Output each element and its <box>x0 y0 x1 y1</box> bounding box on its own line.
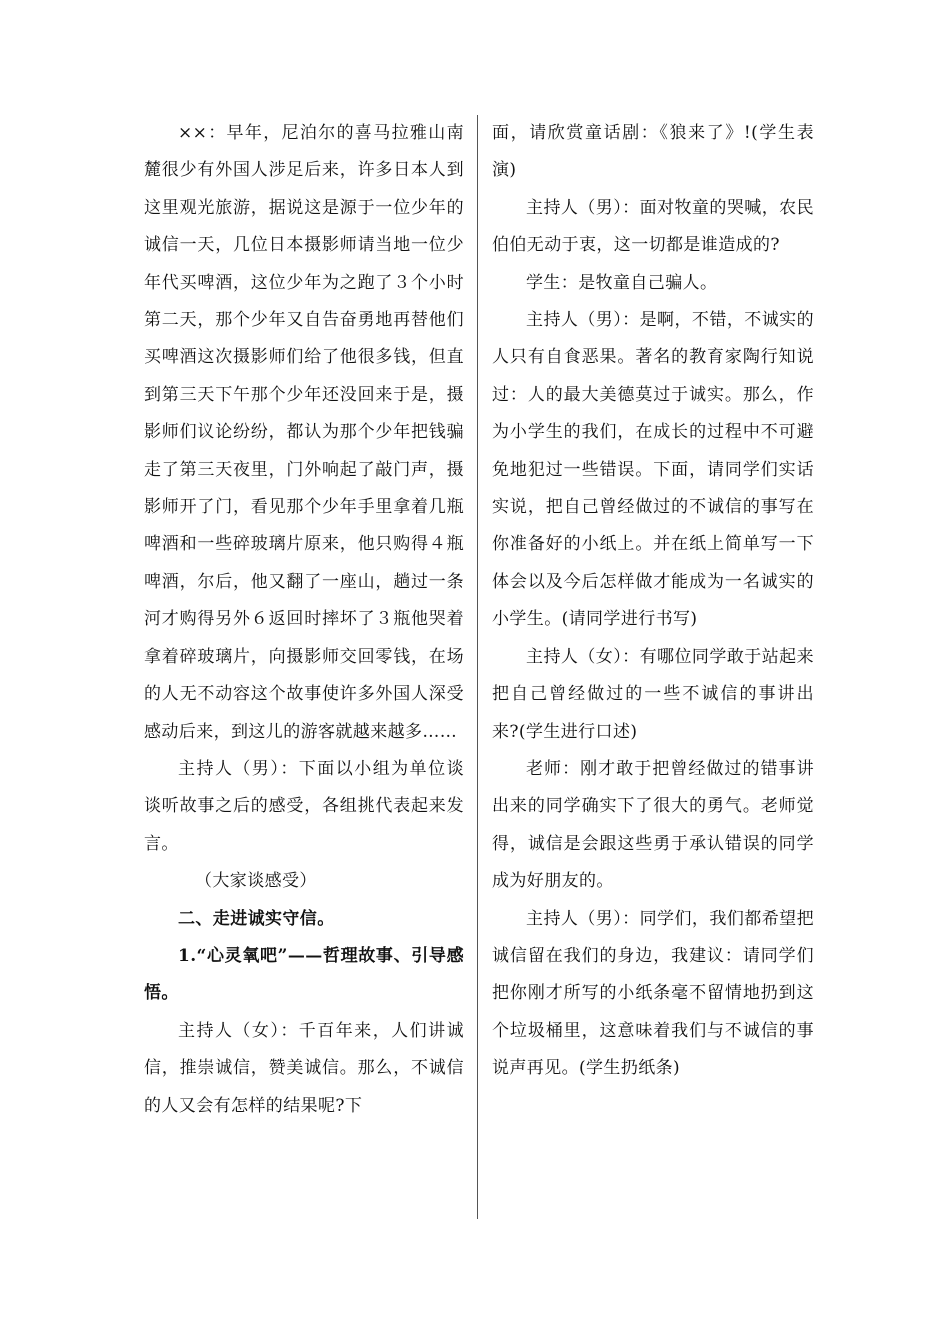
section-heading: 二、走进诚实守信。 <box>178 908 335 929</box>
right-column <box>492 115 814 1088</box>
host-male-closing: 主持人（男）：同学们，我们都希望把诚信留在我们的身边，我建议：请同学们把你刚才所写的小纸条毫不留情地扔到这个垃圾桶里，这意味着我们与不诚信的事说声再见。(学生扔纸条) <box>492 908 814 1079</box>
host-male-paragraph: 主持人（男）：下面以小组为单位谈谈听故事之后的感受，各组挑代表起来发言。 <box>144 758 464 854</box>
teacher-paragraph: 老师：刚才敢于把曾经做过的错事讲出来的同学确实下了很大的勇气。老师觉得，诚信是会跟这些勇于承认错误的同学成为好朋友的。 <box>492 758 814 892</box>
host-male-question: 主持人（男）：面对牧童的哭喊，农民伯伯无动于衷，这一切都是谁造成的? <box>492 197 814 256</box>
subsection-heading: 1.“心灵氧吧”——哲理故事、引导感悟。 <box>144 945 464 1004</box>
left-column <box>144 115 464 1125</box>
stage-direction: （大家谈感受） <box>195 871 317 892</box>
host-female-paragraph: 主持人（女）：有哪位同学敢于站起来把自己曾经做过的一些不诚信的事讲出来?(学生进行口述) <box>492 646 814 742</box>
continuation-paragraph: 面，请欣赏童话剧：《狼来了》!(学生表演) <box>492 123 814 181</box>
host-male-paragraph: 主持人（男）：是啊，不错，不诚实的人只有自食恶果。著名的教育家陶行知说过：人的最大美德莫过于诚实。那么，作为小学生的我们，在成长的过程中不可避免地犯过一些错误。下面，请同学们实话实说，把自己曾经做过的不诚信的事写在你准备好的小纸上。并在纸上简单写一下体会以及今后怎样做才能成为一名诚实的小学生。(请同学进行书写) <box>492 310 814 630</box>
story-paragraph: ××：早年，尼泊尔的喜马拉雅山南麓很少有外国人涉足后来，许多日本人到这里观光旅游，据说这是源于一位少年的诚信一天，几位日本摄影师请当地一位少年代买啤酒，这位少年为之跑了３个小时第二天，那个少年又自告奋勇地再替他们买啤酒这次摄影师们给了他很多钱，但直到第三天下午那个少年还没回来于是，摄影师们议论纷纷，都认为那个少年把钱骗走了第三天夜里，门外响起了敲门声，摄影师开了门，看见那个少年手里拿着几瓶啤酒和一些碎玻璃片原来，他只购得４瓶啤酒，尔后，他又翻了一座山，趟过一条河才购得另外６返回时摔坏了３瓶他哭着拿着碎玻璃片，向摄影师交回零钱，在场的人无不动容这个故事使许多外国人深受感动后来，到这儿的游客就越来越多…… <box>144 123 464 742</box>
column-divider <box>477 115 478 1219</box>
host-female-paragraph: 主持人（女）：千百年来，人们讲诚信，推崇诚信，赞美诚信。那么，不诚信的人又会有怎样的结果呢?下 <box>144 1020 464 1116</box>
student-answer: 学生：是牧童自己骗人。 <box>526 272 718 293</box>
